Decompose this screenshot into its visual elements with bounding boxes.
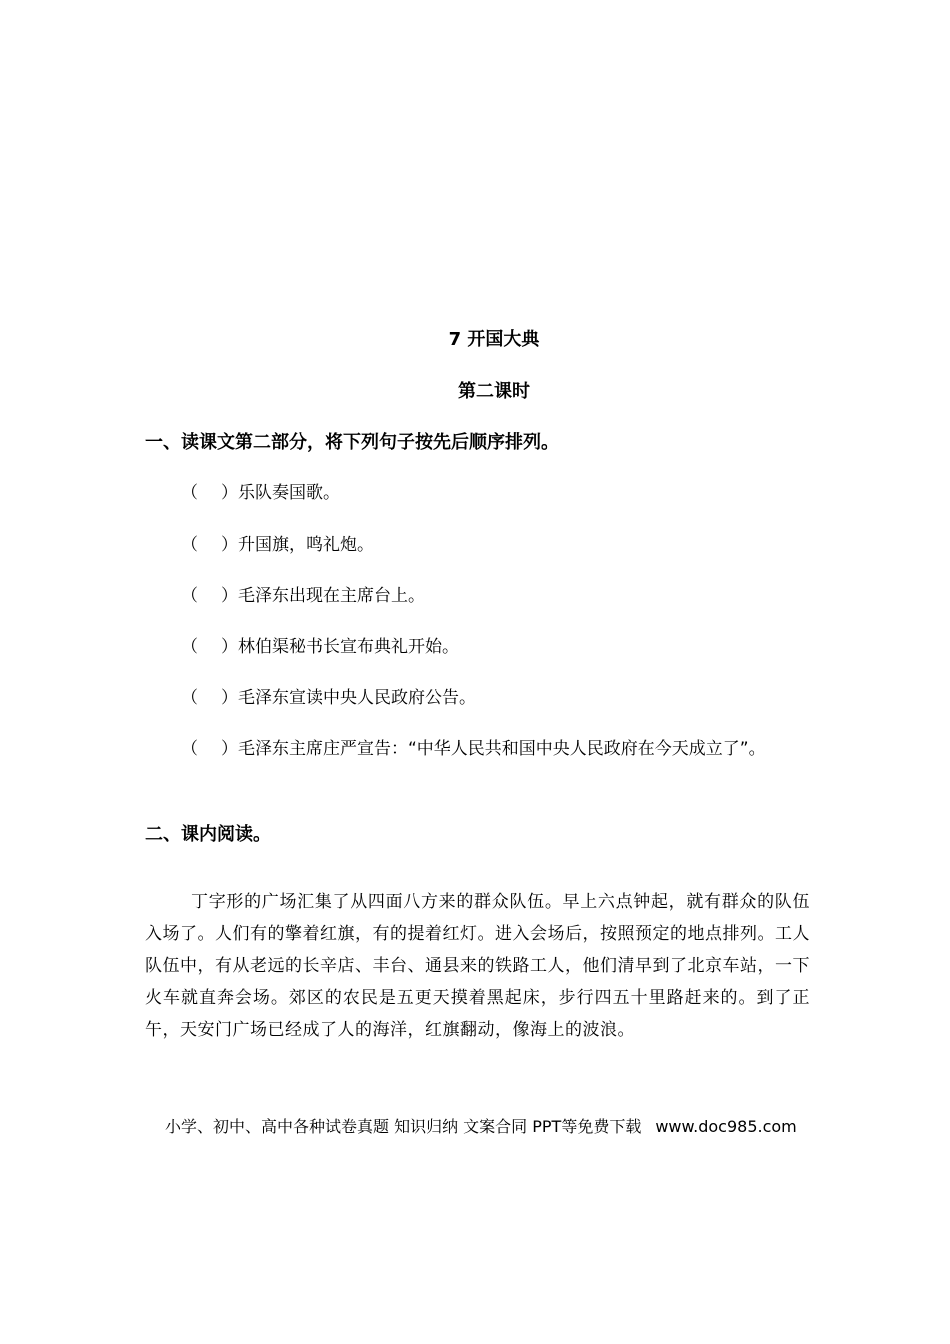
blank-close-paren: ） [221,739,238,759]
page-title: 7 开国大典 [448,329,540,350]
reading-passage: 丁字形的广场汇集了从四面八方来的群众队伍。早上六点钟起，就有群众的队伍入场了。人们有的擎着红旗，有的提着红灯。进入会场后，按照预定的地点排列。工人队伍中，有从老远的长辛店、丰台、通县来的铁路工人，他们清早到了北京车站，一下火车就直奔会场。郊区的农民是五更天摸着黑起床，步行四五十里路赶来的。到了正午，天安门广场已经成了人的海洋，红旗翻动，像海上的波浪。 [145,892,810,1040]
blank-open-paren: （ [181,483,198,503]
order-item [145,579,805,613]
blank-open-paren: （ [181,739,198,759]
order-item-text: 林伯渠秘书长宣布典礼开始。 [238,637,459,657]
order-item-text: 毛泽东出现在主席台上。 [238,586,425,606]
blank-close-paren: ） [221,483,238,503]
section-1-heading: 一、读课文第二部分，将下列句子按先后顺序排列。 [145,432,559,453]
blank-close-paren: ） [221,637,238,657]
blank-open-paren: （ [181,535,198,555]
blank-open-paren: （ [181,637,198,657]
order-item [145,476,805,510]
lesson-subtitle: 第二课时 [458,381,530,402]
blank-close-paren: ） [221,535,238,555]
section-2-heading: 二、课内阅读。 [145,824,271,845]
blank-close-paren: ） [221,586,238,606]
order-item-text: 毛泽东宣读中央人民政府公告。 [238,688,476,708]
order-item [145,732,805,766]
order-item [145,681,805,715]
blank-open-paren: （ [181,586,198,606]
order-item [145,528,805,562]
order-item-text: 毛泽东主席庄严宣告：“中华人民共和国中央人民政府在今天成立了”。 [238,739,766,759]
blank-open-paren: （ [181,688,198,708]
footer-site-link[interactable]: www.doc985.com [655,1117,797,1136]
blank-close-paren: ） [221,688,238,708]
footer-text: 小学、初中、高中各种试卷真题 知识归纳 文案合同 PPT等免费下载 [165,1117,642,1136]
order-item [145,630,805,664]
order-item-text: 乐队奏国歌。 [238,483,340,503]
order-item-text: 升国旗，鸣礼炮。 [238,535,374,555]
footer [165,1115,797,1139]
